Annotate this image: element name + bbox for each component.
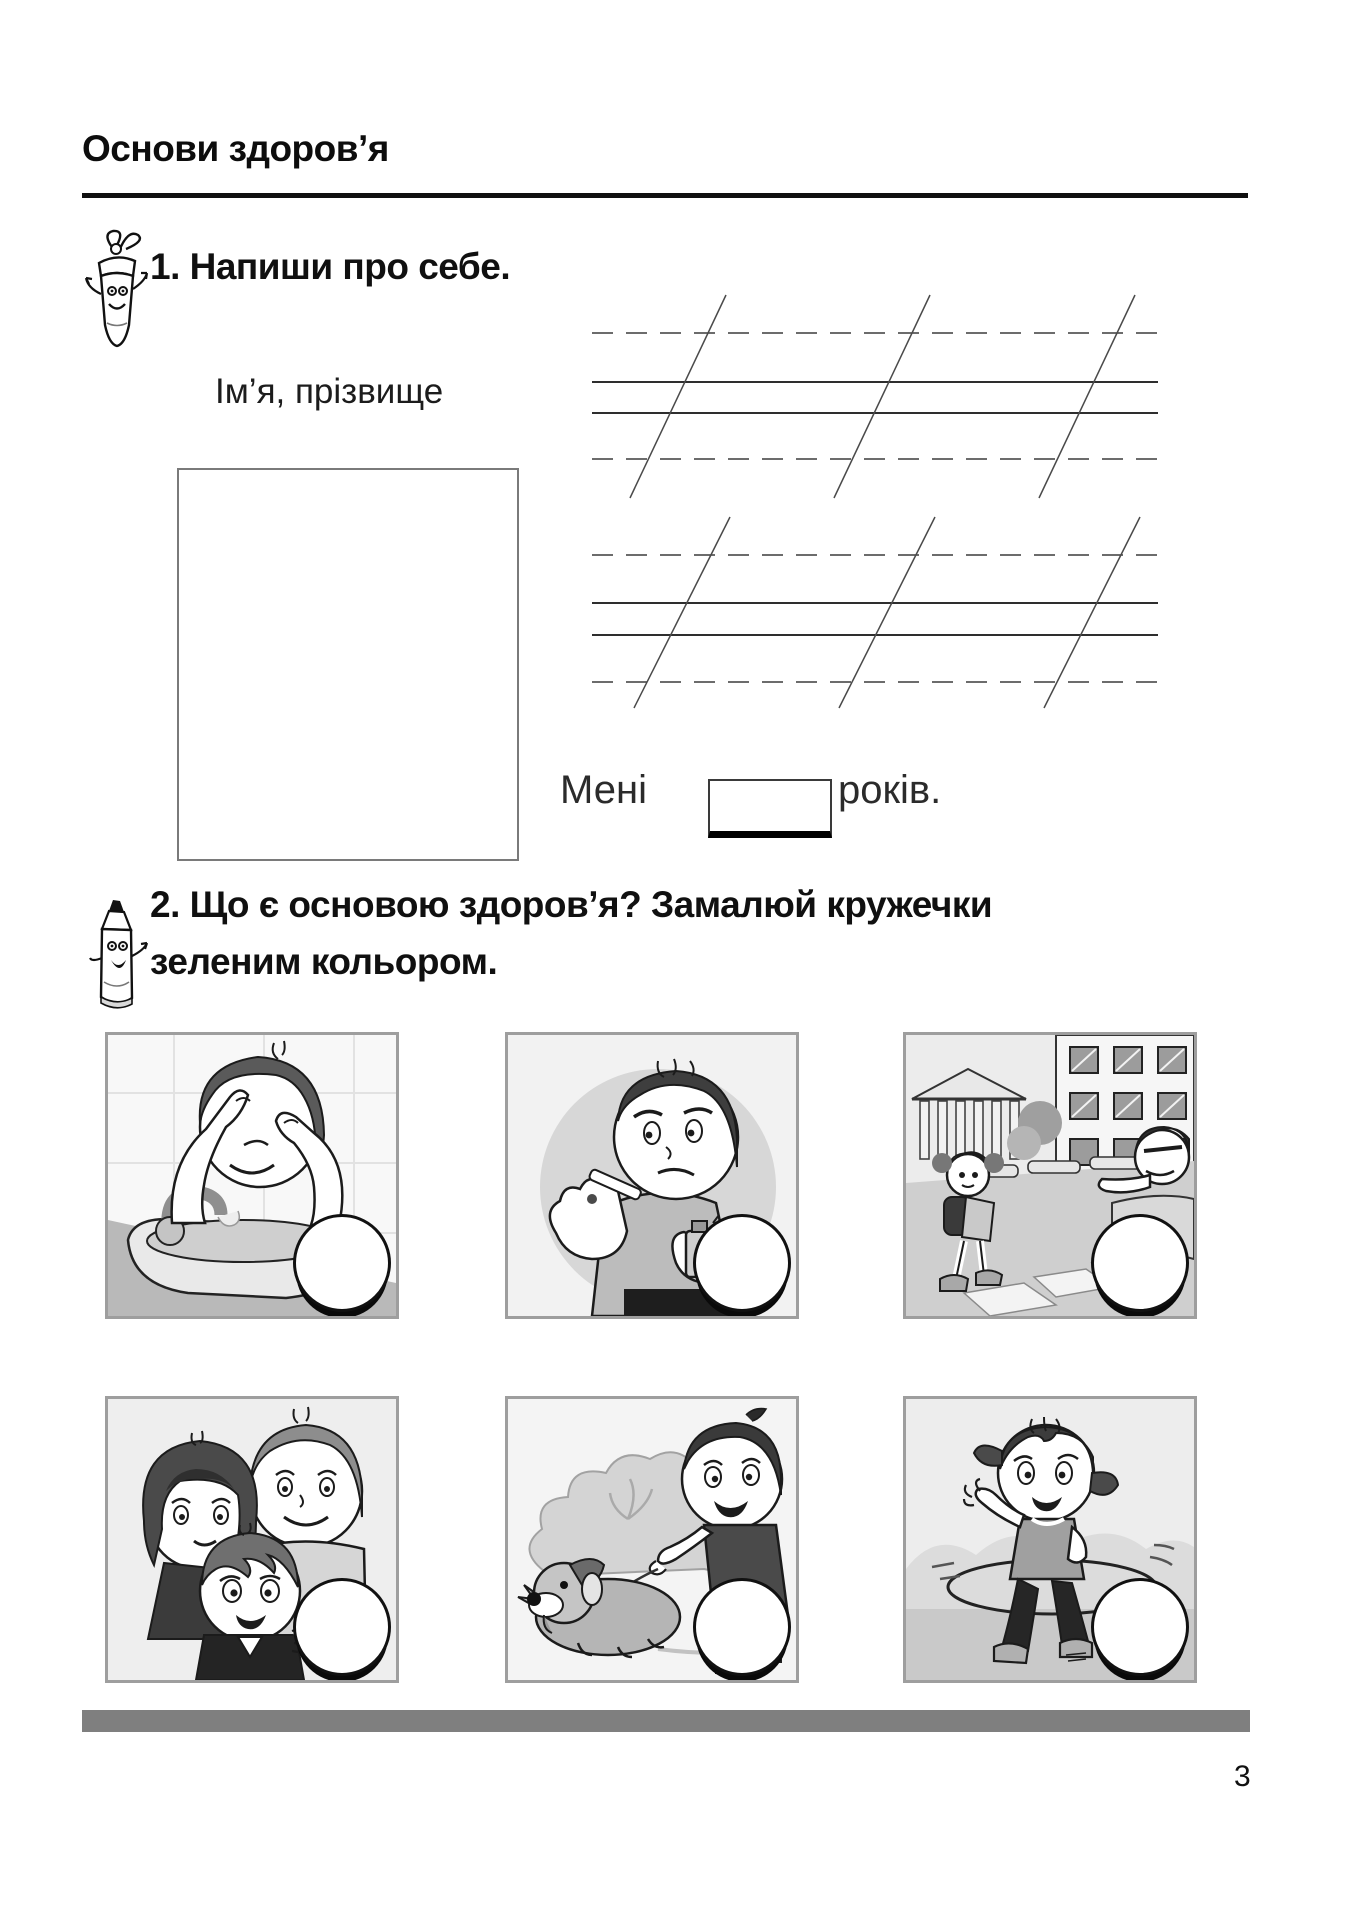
pencil-character-icon (84, 228, 150, 350)
image-smoking (505, 1032, 799, 1319)
footer-bar (82, 1710, 1250, 1732)
image-crossing-street (903, 1032, 1197, 1319)
answer-circle-1[interactable] (293, 1214, 391, 1312)
image-washing-face (105, 1032, 399, 1319)
image-family (105, 1396, 399, 1683)
page-number: 3 (1234, 1760, 1251, 1793)
image-hula-hoop (903, 1396, 1197, 1683)
answer-circle-3[interactable] (1091, 1214, 1189, 1312)
answer-circle-4[interactable] (293, 1578, 391, 1676)
crayon-character-icon (84, 898, 150, 1020)
header-rule (82, 193, 1248, 198)
task2-title (150, 876, 1110, 990)
answer-circle-5[interactable] (693, 1578, 791, 1676)
image-walking-dog (505, 1396, 799, 1683)
task2-title-line1: 2. Що є основою здоров’я? Замалюй кружечки (150, 884, 993, 925)
task2-title-line2: зеленим кольором. (150, 941, 498, 982)
name-label: Ім’я, прізвище (215, 372, 444, 411)
age-input-box[interactable] (708, 779, 832, 838)
answer-circle-6[interactable] (1091, 1578, 1189, 1676)
task1-title: 1. Напиши про себе. (150, 246, 511, 287)
photo-box[interactable] (177, 468, 519, 861)
age-prefix-label: Мені (560, 768, 647, 812)
name-writing-lines[interactable] (560, 270, 1180, 745)
page-title: Основи здоров’я (82, 128, 389, 169)
answer-circle-2[interactable] (693, 1214, 791, 1312)
age-suffix-label: років. (838, 768, 942, 812)
